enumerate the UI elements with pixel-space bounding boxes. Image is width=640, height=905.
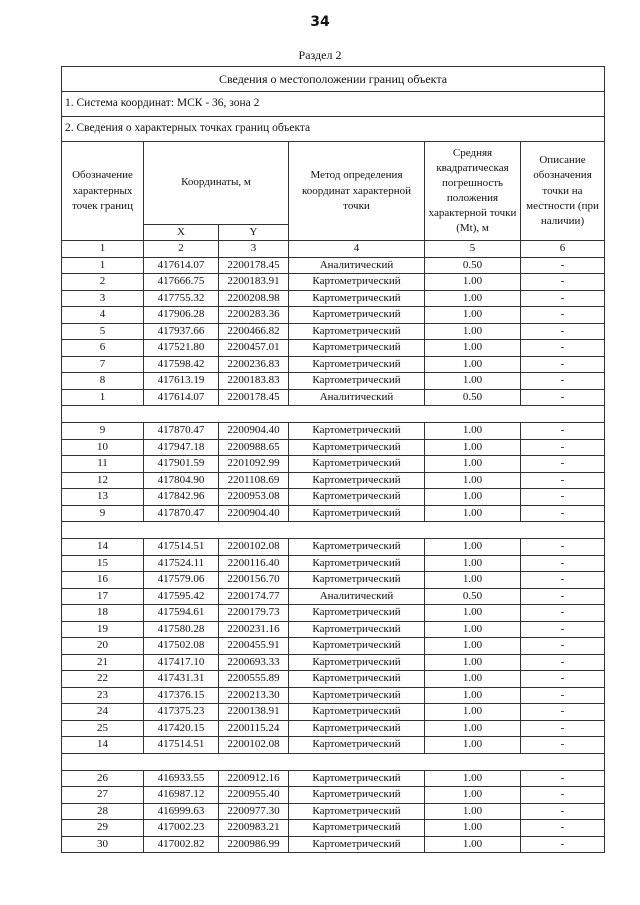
coord-x: 417666.75 <box>144 274 219 291</box>
point-number: 21 <box>62 654 144 671</box>
method: Картометрический <box>289 671 425 688</box>
coord-x: 417521.80 <box>144 340 219 357</box>
coord-x: 417614.07 <box>144 257 219 274</box>
point-number: 20 <box>62 638 144 655</box>
mean-error: 1.00 <box>425 836 521 853</box>
mean-error: 1.00 <box>425 439 521 456</box>
coord-x: 417595.42 <box>144 588 219 605</box>
method: Картометрический <box>289 423 425 440</box>
method: Картометрический <box>289 638 425 655</box>
description: - <box>521 340 605 357</box>
description: - <box>521 373 605 390</box>
point-number: 1 <box>62 389 144 406</box>
coord-y: 2201108.69 <box>219 472 289 489</box>
mean-error: 0.50 <box>425 257 521 274</box>
column-number: 4 <box>289 241 425 258</box>
point-number: 27 <box>62 787 144 804</box>
points-heading: 2. Сведения о характерных точках границ объекта <box>62 117 605 142</box>
point-number: 18 <box>62 605 144 622</box>
point-number: 2 <box>62 274 144 291</box>
coord-x: 417502.08 <box>144 638 219 655</box>
method: Картометрический <box>289 621 425 638</box>
method: Картометрический <box>289 605 425 622</box>
table-row <box>62 787 605 804</box>
point-number: 19 <box>62 621 144 638</box>
mean-error: 1.00 <box>425 671 521 688</box>
mean-error: 1.00 <box>425 704 521 721</box>
column-numbers-row <box>62 241 605 258</box>
table-row <box>62 439 605 456</box>
point-number: 6 <box>62 340 144 357</box>
mean-error: 1.00 <box>425 539 521 556</box>
description: - <box>521 389 605 406</box>
coord-x: 417804.90 <box>144 472 219 489</box>
table-row <box>62 423 605 440</box>
mean-error: 1.00 <box>425 356 521 373</box>
coord-y: 2200183.83 <box>219 373 289 390</box>
table-row <box>62 505 605 522</box>
coord-x: 417613.19 <box>144 373 219 390</box>
table-row <box>62 687 605 704</box>
point-number: 25 <box>62 720 144 737</box>
coord-x: 416987.12 <box>144 787 219 804</box>
coord-y: 2200138.91 <box>219 704 289 721</box>
coord-y: 2200116.40 <box>219 555 289 572</box>
coord-x: 417594.61 <box>144 605 219 622</box>
table-row <box>62 323 605 340</box>
point-number: 26 <box>62 770 144 787</box>
point-number: 4 <box>62 307 144 324</box>
method: Картометрический <box>289 836 425 853</box>
coord-x: 417937.66 <box>144 323 219 340</box>
point-number: 29 <box>62 820 144 837</box>
mean-error: 1.00 <box>425 555 521 572</box>
mean-error: 1.00 <box>425 572 521 589</box>
coord-y: 2200457.01 <box>219 340 289 357</box>
header-x: X <box>144 225 219 241</box>
method: Картометрический <box>289 720 425 737</box>
separator-cell <box>62 406 605 423</box>
description: - <box>521 423 605 440</box>
method: Картометрический <box>289 489 425 506</box>
point-number: 13 <box>62 489 144 506</box>
table-row <box>62 489 605 506</box>
coord-x: 417002.23 <box>144 820 219 837</box>
table-row <box>62 638 605 655</box>
table-row <box>62 654 605 671</box>
point-number: 14 <box>62 539 144 556</box>
description: - <box>521 787 605 804</box>
table-row <box>62 307 605 324</box>
mean-error: 0.50 <box>425 588 521 605</box>
coord-y: 2200904.40 <box>219 505 289 522</box>
method: Картометрический <box>289 539 425 556</box>
table-row <box>62 720 605 737</box>
description: - <box>521 505 605 522</box>
point-number: 11 <box>62 456 144 473</box>
page-number: 34 <box>310 14 330 30</box>
point-number: 10 <box>62 439 144 456</box>
mean-error: 1.00 <box>425 340 521 357</box>
point-number: 15 <box>62 555 144 572</box>
method: Картометрический <box>289 439 425 456</box>
description: - <box>521 539 605 556</box>
coord-x: 417614.07 <box>144 389 219 406</box>
table-row <box>62 290 605 307</box>
coord-x: 417002.82 <box>144 836 219 853</box>
mean-error: 1.00 <box>425 820 521 837</box>
table-row <box>62 274 605 291</box>
table-row <box>62 373 605 390</box>
method: Картометрический <box>289 654 425 671</box>
separator-row <box>62 406 605 423</box>
description: - <box>521 439 605 456</box>
mean-error: 1.00 <box>425 472 521 489</box>
coord-x: 417580.28 <box>144 621 219 638</box>
method: Картометрический <box>289 572 425 589</box>
description: - <box>521 456 605 473</box>
coord-y: 2200179.73 <box>219 605 289 622</box>
description: - <box>521 605 605 622</box>
description: - <box>521 737 605 754</box>
table-row <box>62 472 605 489</box>
coord-y: 2200555.89 <box>219 671 289 688</box>
separator-cell <box>62 753 605 770</box>
table-row <box>62 456 605 473</box>
description: - <box>521 687 605 704</box>
coord-x: 417947.18 <box>144 439 219 456</box>
header-method: Метод определения координат характерной точки <box>289 142 425 241</box>
description: - <box>521 654 605 671</box>
description: - <box>521 671 605 688</box>
coord-x: 417906.28 <box>144 307 219 324</box>
coord-y: 2200955.40 <box>219 787 289 804</box>
description: - <box>521 704 605 721</box>
table-row <box>62 555 605 572</box>
description: - <box>521 720 605 737</box>
coord-x: 417375.23 <box>144 704 219 721</box>
mean-error: 1.00 <box>425 605 521 622</box>
coord-y: 2200912.16 <box>219 770 289 787</box>
method: Картометрический <box>289 687 425 704</box>
mean-error: 0.50 <box>425 389 521 406</box>
mean-error: 1.00 <box>425 720 521 737</box>
coord-y: 2200236.83 <box>219 356 289 373</box>
coord-x: 417598.42 <box>144 356 219 373</box>
point-number: 24 <box>62 704 144 721</box>
description: - <box>521 803 605 820</box>
table-row <box>62 572 605 589</box>
mean-error: 1.00 <box>425 489 521 506</box>
coord-y: 2200174.77 <box>219 588 289 605</box>
method: Картометрический <box>289 472 425 489</box>
table-row <box>62 770 605 787</box>
mean-error: 1.00 <box>425 307 521 324</box>
method: Картометрический <box>289 787 425 804</box>
table-row <box>62 836 605 853</box>
method: Картометрический <box>289 373 425 390</box>
coord-y: 2200178.45 <box>219 389 289 406</box>
description: - <box>521 274 605 291</box>
description: - <box>521 323 605 340</box>
coord-x: 417842.96 <box>144 489 219 506</box>
coord-y: 2201092.99 <box>219 456 289 473</box>
coord-x: 417524.11 <box>144 555 219 572</box>
method: Аналитический <box>289 588 425 605</box>
separator-cell <box>62 522 605 539</box>
table-row <box>62 340 605 357</box>
column-number: 5 <box>425 241 521 258</box>
description: - <box>521 588 605 605</box>
coord-y: 2200102.08 <box>219 539 289 556</box>
column-number: 6 <box>521 241 605 258</box>
point-number: 1 <box>62 257 144 274</box>
table-row <box>62 588 605 605</box>
mean-error: 1.00 <box>425 505 521 522</box>
description: - <box>521 257 605 274</box>
point-number: 9 <box>62 423 144 440</box>
coord-x: 416933.55 <box>144 770 219 787</box>
coord-y: 2200115.24 <box>219 720 289 737</box>
description: - <box>521 572 605 589</box>
coord-x: 417870.47 <box>144 423 219 440</box>
description: - <box>521 489 605 506</box>
point-number: 3 <box>62 290 144 307</box>
table-row <box>62 621 605 638</box>
description: - <box>521 307 605 324</box>
point-number: 7 <box>62 356 144 373</box>
method: Картометрический <box>289 770 425 787</box>
mean-error: 1.00 <box>425 373 521 390</box>
description: - <box>521 836 605 853</box>
header-coordinates: Координаты, м <box>144 142 289 225</box>
description: - <box>521 356 605 373</box>
coord-y: 2200231.16 <box>219 621 289 638</box>
point-number: 5 <box>62 323 144 340</box>
table-row <box>62 737 605 754</box>
method: Картометрический <box>289 290 425 307</box>
mean-error: 1.00 <box>425 274 521 291</box>
coord-y: 2200102.08 <box>219 737 289 754</box>
point-number: 23 <box>62 687 144 704</box>
table-row <box>62 605 605 622</box>
coord-y: 2200178.45 <box>219 257 289 274</box>
point-number: 8 <box>62 373 144 390</box>
point-number: 16 <box>62 572 144 589</box>
method: Картометрический <box>289 737 425 754</box>
mean-error: 1.00 <box>425 621 521 638</box>
mean-error: 1.00 <box>425 654 521 671</box>
description: - <box>521 770 605 787</box>
table-row <box>62 257 605 274</box>
method: Аналитический <box>289 389 425 406</box>
point-number: 14 <box>62 737 144 754</box>
point-number: 22 <box>62 671 144 688</box>
coord-y: 2200693.33 <box>219 654 289 671</box>
coord-y: 2200986.99 <box>219 836 289 853</box>
coord-x: 417755.32 <box>144 290 219 307</box>
point-number: 12 <box>62 472 144 489</box>
header-y: Y <box>219 225 289 241</box>
boundary-points-table <box>61 66 605 853</box>
table-row <box>62 539 605 556</box>
method: Картометрический <box>289 803 425 820</box>
coord-y: 2200455.91 <box>219 638 289 655</box>
table-row <box>62 820 605 837</box>
coord-y: 2200977.30 <box>219 803 289 820</box>
method: Картометрический <box>289 274 425 291</box>
point-number: 9 <box>62 505 144 522</box>
column-number: 3 <box>219 241 289 258</box>
method: Картометрический <box>289 505 425 522</box>
description: - <box>521 621 605 638</box>
mean-error: 1.00 <box>425 737 521 754</box>
header-designation: Обозначение характерных точек границ <box>62 142 144 241</box>
coord-x: 417514.51 <box>144 737 219 754</box>
mean-error: 1.00 <box>425 290 521 307</box>
coord-y: 2200988.65 <box>219 439 289 456</box>
coordinate-system: 1. Система координат: МСК - 36, зона 2 <box>62 92 605 117</box>
mean-error: 1.00 <box>425 787 521 804</box>
coord-y: 2200466.82 <box>219 323 289 340</box>
method: Картометрический <box>289 340 425 357</box>
description: - <box>521 555 605 572</box>
coord-y: 2200283.36 <box>219 307 289 324</box>
coord-x: 417870.47 <box>144 505 219 522</box>
table-row <box>62 389 605 406</box>
coord-x: 417514.51 <box>144 539 219 556</box>
table-row <box>62 356 605 373</box>
method: Картометрический <box>289 820 425 837</box>
description: - <box>521 638 605 655</box>
mean-error: 1.00 <box>425 323 521 340</box>
coord-x: 417376.15 <box>144 687 219 704</box>
method: Картометрический <box>289 323 425 340</box>
method: Аналитический <box>289 257 425 274</box>
header-error: Средняя квадратическая погрешность положения характерной точки (Mt), м <box>425 142 521 241</box>
coord-y: 2200953.08 <box>219 489 289 506</box>
method: Картометрический <box>289 704 425 721</box>
mean-error: 1.00 <box>425 638 521 655</box>
method: Картометрический <box>289 356 425 373</box>
coord-x: 417420.15 <box>144 720 219 737</box>
method: Картометрический <box>289 456 425 473</box>
section-label: Раздел 2 <box>298 48 342 62</box>
mean-error: 1.00 <box>425 803 521 820</box>
table-row <box>62 803 605 820</box>
table-row <box>62 704 605 721</box>
point-number: 17 <box>62 588 144 605</box>
coord-x: 417579.06 <box>144 572 219 589</box>
coord-y: 2200183.91 <box>219 274 289 291</box>
coord-y: 2200208.98 <box>219 290 289 307</box>
mean-error: 1.00 <box>425 687 521 704</box>
point-number: 30 <box>62 836 144 853</box>
table-row <box>62 671 605 688</box>
coord-y: 2200213.30 <box>219 687 289 704</box>
mean-error: 1.00 <box>425 456 521 473</box>
mean-error: 1.00 <box>425 770 521 787</box>
column-number: 2 <box>144 241 219 258</box>
separator-row <box>62 522 605 539</box>
column-number: 1 <box>62 241 144 258</box>
description: - <box>521 472 605 489</box>
separator-row <box>62 753 605 770</box>
coord-y: 2200983.21 <box>219 820 289 837</box>
header-description: Описание обозначения точки на местности (при наличии) <box>521 142 605 241</box>
method: Картометрический <box>289 555 425 572</box>
coord-y: 2200156.70 <box>219 572 289 589</box>
coord-x: 417901.59 <box>144 456 219 473</box>
mean-error: 1.00 <box>425 423 521 440</box>
description: - <box>521 820 605 837</box>
coord-x: 417417.10 <box>144 654 219 671</box>
coord-x: 417431.31 <box>144 671 219 688</box>
point-number: 28 <box>62 803 144 820</box>
coord-y: 2200904.40 <box>219 423 289 440</box>
method: Картометрический <box>289 307 425 324</box>
table-title: Сведения о местоположении границ объекта <box>62 67 605 92</box>
description: - <box>521 290 605 307</box>
coord-x: 416999.63 <box>144 803 219 820</box>
